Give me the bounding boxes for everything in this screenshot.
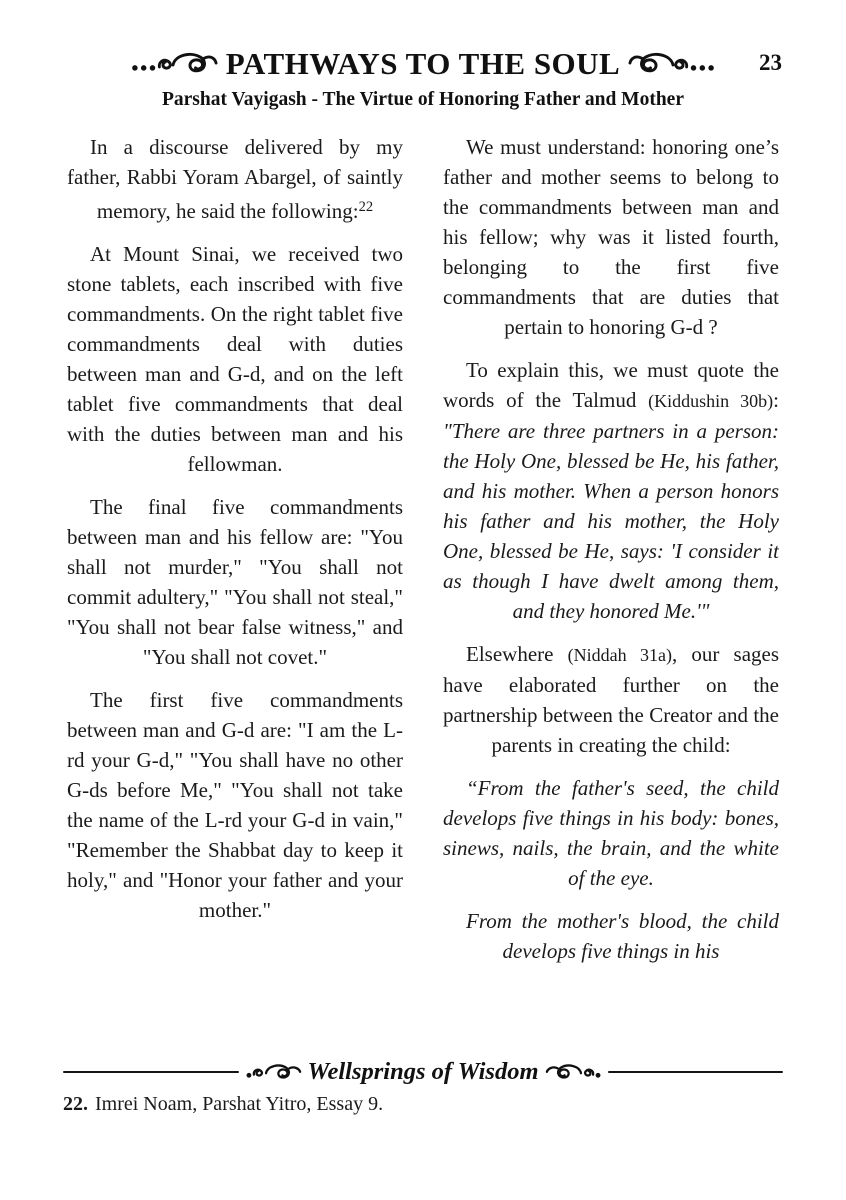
text-run: (Kiddushin 30b) <box>648 391 774 411</box>
scroll-flourish-icon-mirrored <box>544 1063 608 1082</box>
paragraph <box>443 639 779 760</box>
paragraph <box>443 355 779 626</box>
paragraph <box>443 132 779 342</box>
left-column <box>67 132 403 1030</box>
paragraph <box>67 132 403 226</box>
text-run: We must understand: honoring one’s father and mother seems to belong to the commandments between man and his fellow; why was it listed fourth, belonging to the first five commandments that are duties that pertain to honoring G-d ? <box>443 135 779 339</box>
footnote-reference: 22 <box>358 199 374 215</box>
divider-title: Wellsprings of Wisdom <box>307 1058 539 1085</box>
text-run: To explain this, we must quote the words of the Talmud <box>443 358 779 412</box>
text-run: Elsewhere <box>466 642 568 666</box>
title-row <box>0 44 846 84</box>
footnote-text: Imrei Noam, Parshat Yitro, Essay 9. <box>95 1093 384 1115</box>
page-subtitle: Parshat Vayigash - The Virtue of Honoring Father and Mother <box>161 89 684 110</box>
divider-line-left <box>63 1071 239 1074</box>
text-run: , our sages have elaborated further on the partnership between the Creator and the parents in creating the child: <box>443 642 779 757</box>
text-run: In a discourse delivered by my father, Rabbi Yoram Abargel, of saintly memory, he said the following: <box>67 135 403 223</box>
paragraph <box>67 492 403 672</box>
page-footer <box>63 1058 783 1116</box>
text-run: From the mother's blood, the child develops five things in his <box>466 909 779 963</box>
text-run: The final five commandments between man and his fellow are: "You shall not murder," "You shall not commit adultery," "You shall not steal," "You shall not bear false witness," and "You shall not covet." <box>67 495 403 669</box>
page-number: 23 <box>759 50 782 75</box>
paragraph <box>67 239 403 479</box>
text-run: "There are three partners in a person: the Holy One, blessed be He, his father, and his mother. When a person honors his father and his mother, the Holy One, blessed be He, says: 'I consider it as though I have dwelt among them, and they honored Me.'" <box>443 419 779 623</box>
page-title: PATHWAYS TO THE SOUL <box>225 46 621 81</box>
scroll-flourish-icon <box>130 51 218 77</box>
paragraph <box>67 685 403 925</box>
text-run: At Mount Sinai, we received two stone tablets, each inscribed with five commandments. On the right tablet five commandments deal with duties between man and G-d, and on the left tablet five commandments that deal with the duties between man and his fellowman. <box>67 242 403 476</box>
footer-divider <box>63 1058 783 1086</box>
right-column <box>443 132 779 1030</box>
paragraph <box>443 773 779 893</box>
page-header <box>0 0 846 111</box>
text-run: (Niddah 31a) <box>567 645 672 665</box>
scroll-flourish-icon <box>239 1063 303 1082</box>
scroll-flourish-icon-mirrored <box>628 51 716 77</box>
text-run: : <box>773 388 779 412</box>
divider-line-right <box>608 1071 784 1074</box>
text-run: The first five commandments between man and G-d are: "I am the L-rd your G-d," "You shall have no other G-ds before Me," "You shall not take the name of the L-rd your G-d in vain," "Remember the Shabbat day to keep it holy," and "Honor your father and your mother." <box>67 688 403 922</box>
footnote <box>63 1093 783 1116</box>
text-columns <box>67 132 779 1030</box>
text-run: “From the father's seed, the child develops five things in his body: bones, sinews, nails, the brain, and the white of the eye. <box>443 776 779 890</box>
paragraph <box>443 906 779 966</box>
footnote-number: 22. <box>63 1093 88 1115</box>
